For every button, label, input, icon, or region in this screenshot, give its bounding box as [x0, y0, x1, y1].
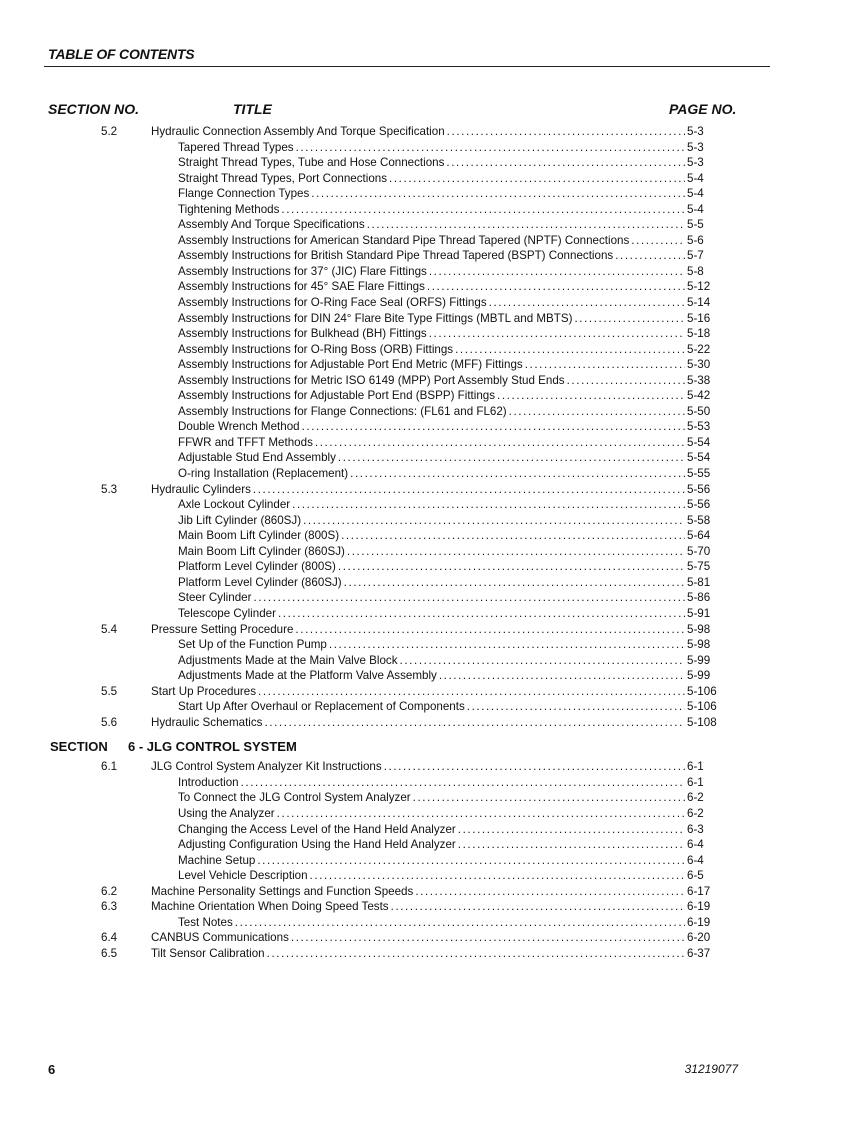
toc-entry-page: 5-91	[687, 606, 711, 620]
toc-entry-page: 6-5	[687, 869, 704, 883]
toc-entry-title: Tapered Thread Types	[178, 140, 294, 154]
dot-leader	[447, 124, 685, 140]
toc-entry-title: Main Boom Lift Cylinder (860SJ)	[178, 544, 345, 558]
dot-leader	[344, 575, 685, 591]
toc-entry-title: Assembly Instructions for Metric ISO 6149 (MPP) Port Assembly Stud Ends	[178, 373, 565, 387]
dot-leader	[329, 637, 685, 653]
toc-entry-page: 5-50	[687, 404, 711, 418]
toc-subsection-entry[interactable]	[0, 264, 866, 280]
dot-leader	[278, 606, 685, 622]
toc-subsection-entry[interactable]	[0, 915, 866, 931]
dot-leader	[292, 497, 685, 513]
toc-subsection-entry[interactable]	[0, 295, 866, 311]
toc-subsection-entry[interactable]	[0, 868, 866, 884]
toc-entry-line	[178, 357, 717, 373]
dot-leader	[439, 668, 685, 684]
toc-entry-page: 6-4	[687, 838, 704, 852]
toc-entry-title: Assembly And Torque Specifications	[178, 218, 365, 232]
dot-leader	[509, 404, 685, 420]
toc-entry-page: 5-81	[687, 575, 711, 589]
dot-leader	[455, 342, 685, 358]
toc-entry-page: 5-3	[687, 156, 704, 170]
dot-leader	[338, 559, 685, 575]
toc-entry-title: Flange Connection Types	[178, 187, 310, 201]
toc-entry-page: 6-2	[687, 791, 704, 805]
toc-entry-page: 5-56	[687, 482, 711, 496]
header-rule	[44, 66, 770, 67]
toc-entry-title: Assembly Instructions for Bulkhead (BH) Fittings	[178, 327, 427, 341]
toc-group-section-6	[0, 759, 866, 961]
toc-subsection-entry[interactable]	[0, 155, 866, 171]
dot-leader	[277, 806, 685, 822]
dot-leader	[384, 759, 685, 775]
page-header-title: TABLE OF CONTENTS	[48, 46, 195, 62]
toc-entry-title: Hydraulic Cylinders	[151, 482, 251, 496]
toc-entry-page: 5-4	[687, 202, 704, 216]
toc-entry-line	[178, 868, 717, 884]
toc-entry-page: 5-4	[687, 171, 704, 185]
toc-entry-title: Assembly Instructions for O-Ring Face Seal (ORFS) Fittings	[178, 296, 487, 310]
toc-entry-page: 6-3	[687, 822, 704, 836]
toc-entry-line	[178, 373, 717, 389]
dot-leader	[615, 248, 685, 264]
dot-leader	[310, 868, 685, 884]
toc-subsection-entry[interactable]	[0, 388, 866, 404]
toc-entry-page: 5-3	[687, 140, 704, 154]
dot-leader	[567, 373, 685, 389]
toc-entry-page: 5-6	[687, 233, 704, 247]
toc-subsection-entry[interactable]	[0, 699, 866, 715]
toc-entry-number: 6.5	[101, 946, 118, 960]
toc-subsection-entry[interactable]	[0, 140, 866, 156]
toc-entry-number: 6.4	[101, 931, 118, 945]
toc-entry-title: Start Up Procedures	[151, 684, 257, 698]
toc-entry-line	[151, 759, 717, 775]
dot-leader	[257, 853, 685, 869]
toc-entry-title: To Connect the JLG Control System Analyzer	[178, 791, 411, 805]
toc-entry-page: 6-19	[687, 900, 711, 914]
toc-entry-line	[178, 790, 717, 806]
toc-entry-line	[151, 684, 717, 700]
toc-subsection-entry[interactable]	[0, 279, 866, 295]
toc-entry-line	[178, 295, 717, 311]
toc-entry-title: Level Vehicle Description	[178, 869, 308, 883]
dot-leader	[347, 544, 685, 560]
dot-leader	[311, 186, 685, 202]
footer-document-number: 31219077	[684, 1062, 738, 1076]
toc-entry-page: 6-19	[687, 915, 711, 929]
toc-subsection-entry[interactable]	[0, 637, 866, 653]
toc-entry-page: 5-98	[687, 638, 711, 652]
dot-leader	[497, 388, 685, 404]
toc-entry-page: 5-106	[687, 700, 717, 714]
toc-entry-title: Main Boom Lift Cylinder (800S)	[178, 529, 340, 543]
footer-page-number: 6	[48, 1062, 56, 1077]
toc-subsection-entry[interactable]	[0, 606, 866, 622]
toc-subsection-entry[interactable]	[0, 373, 866, 389]
toc-entry-line	[178, 528, 717, 544]
toc-entry-line	[178, 171, 717, 187]
toc-entry-page: 5-7	[687, 249, 704, 263]
toc-entry-number: 5.3	[101, 482, 118, 496]
toc-section-entry[interactable]	[0, 715, 866, 731]
dot-leader	[303, 513, 685, 529]
toc-entry-page: 6-4	[687, 853, 704, 867]
toc-entry-title: Straight Thread Types, Tube and Hose Connections	[178, 156, 445, 170]
toc-entry-line	[178, 435, 717, 451]
toc-section-entry[interactable]	[0, 124, 866, 140]
toc-entry-title: Adjusting Configuration Using the Hand Held Analyzer	[178, 838, 456, 852]
toc-subsection-entry[interactable]	[0, 513, 866, 529]
toc-entry-page: 5-56	[687, 498, 711, 512]
toc-entry-line	[178, 575, 717, 591]
toc-subsection-entry[interactable]	[0, 497, 866, 513]
toc-entry-title: Assembly Instructions for Flange Connections: (FL61 and FL62)	[178, 404, 507, 418]
toc-entry-page: 5-99	[687, 669, 711, 683]
toc-subsection-entry[interactable]	[0, 217, 866, 233]
toc-subsection-entry[interactable]	[0, 233, 866, 249]
toc-entry-line	[178, 915, 717, 931]
toc-entry-page: 6-2	[687, 806, 704, 820]
toc-entry-title: Machine Setup	[178, 853, 256, 867]
toc-entry-line	[178, 233, 717, 249]
toc-section-entry[interactable]	[0, 899, 866, 915]
toc-section-entry[interactable]	[0, 759, 866, 775]
toc-entry-title: Tilt Sensor Calibration	[151, 946, 265, 960]
toc-subsection-entry[interactable]	[0, 342, 866, 358]
toc-subsection-entry[interactable]	[0, 790, 866, 806]
toc-entry-page: 5-58	[687, 513, 711, 527]
dot-leader	[264, 715, 685, 731]
toc-entry-page: 5-12	[687, 280, 711, 294]
toc-entry-page: 6-1	[687, 775, 704, 789]
toc-entry-line	[178, 806, 717, 822]
dot-leader	[489, 295, 685, 311]
toc-entry-line	[178, 653, 717, 669]
toc-entry-title: Telescope Cylinder	[178, 606, 276, 620]
toc-entry-page: 5-22	[687, 342, 711, 356]
toc-entry-line	[151, 884, 717, 900]
toc-entry-page: 5-18	[687, 327, 711, 341]
dot-leader	[315, 435, 685, 451]
toc-section-entry[interactable]	[0, 884, 866, 900]
toc-entry-page: 5-55	[687, 467, 711, 481]
dot-leader	[429, 326, 685, 342]
toc-entry-title: Assembly Instructions for British Standard Pipe Thread Tapered (BSPT) Connections	[178, 249, 614, 263]
dot-leader	[631, 233, 685, 249]
toc-entry-page: 5-5	[687, 218, 704, 232]
toc-entry-title: Machine Orientation When Doing Speed Tests	[151, 900, 389, 914]
toc-subsection-entry[interactable]	[0, 186, 866, 202]
dot-leader	[458, 837, 685, 853]
toc-entry-line	[178, 326, 717, 342]
toc-entry-page: 5-75	[687, 560, 711, 574]
toc-subsection-entry[interactable]	[0, 806, 866, 822]
toc-entry-page: 5-8	[687, 264, 704, 278]
dot-leader	[415, 884, 685, 900]
toc-subsection-entry[interactable]	[0, 822, 866, 838]
toc-subsection-entry[interactable]	[0, 590, 866, 606]
toc-entry-page: 6-1	[687, 760, 704, 774]
toc-entry-title: Introduction	[178, 775, 239, 789]
dot-leader	[295, 622, 685, 638]
toc-entry-line	[151, 622, 717, 638]
toc-entry-line	[178, 419, 717, 435]
toc-subsection-entry[interactable]	[0, 248, 866, 264]
toc-entry-number: 5.5	[101, 684, 118, 698]
toc-entry-line	[178, 466, 717, 482]
dot-leader	[241, 775, 685, 791]
toc-entry-page: 5-54	[687, 451, 711, 465]
toc-entry-page: 6-37	[687, 946, 711, 960]
toc-entry-page: 5-53	[687, 420, 711, 434]
toc-entry-page: 5-86	[687, 591, 711, 605]
toc-entry-line	[178, 140, 717, 156]
toc-entry-line	[178, 590, 717, 606]
toc-entry-title: Straight Thread Types, Port Connections	[178, 171, 388, 185]
toc-entry-line	[151, 930, 717, 946]
dot-leader	[367, 217, 685, 233]
toc-subsection-entry[interactable]	[0, 559, 866, 575]
toc-subsection-entry[interactable]	[0, 404, 866, 420]
toc-subsection-entry[interactable]	[0, 171, 866, 187]
toc-subsection-entry[interactable]	[0, 575, 866, 591]
toc-entry-title: CANBUS Communications	[151, 931, 289, 945]
toc-entry-number: 6.1	[101, 760, 118, 774]
dot-leader	[400, 653, 685, 669]
toc-entry-page: 5-30	[687, 358, 711, 372]
dot-leader	[413, 790, 685, 806]
toc-entry-title: Adjustable Stud End Assembly	[178, 451, 336, 465]
toc-section-entry[interactable]	[0, 622, 866, 638]
toc-entry-page: 5-99	[687, 653, 711, 667]
toc-entry-title: Hydraulic Connection Assembly And Torque Specification	[151, 125, 445, 138]
toc-subsection-entry[interactable]	[0, 653, 866, 669]
toc-subsection-entry[interactable]	[0, 419, 866, 435]
toc-entry-line	[178, 699, 717, 715]
toc-entry-number: 6.3	[101, 900, 118, 914]
toc-entry-page: 6-17	[687, 884, 711, 898]
toc-entry-title: Adjustments Made at the Platform Valve Assembly	[178, 669, 437, 683]
toc-subsection-entry[interactable]	[0, 357, 866, 373]
toc-entry-title: Assembly Instructions for 37° (JIC) Flare Fittings	[178, 264, 427, 278]
toc-entry-line	[178, 775, 717, 791]
toc-group-section-5	[0, 124, 866, 730]
toc-subsection-entry[interactable]	[0, 450, 866, 466]
dot-leader	[341, 528, 685, 544]
toc-entry-title: Assembly Instructions for 45° SAE Flare Fittings	[178, 280, 425, 294]
toc-section-entry[interactable]	[0, 684, 866, 700]
toc-entry-line	[178, 637, 717, 653]
dot-leader	[253, 482, 685, 498]
toc-entry-line	[178, 559, 717, 575]
toc-entry-line	[178, 853, 717, 869]
toc-section-entry[interactable]	[0, 930, 866, 946]
toc-subsection-entry[interactable]	[0, 466, 866, 482]
toc-entry-number: 5.6	[101, 715, 118, 729]
toc-section-entry[interactable]	[0, 946, 866, 962]
toc-entry-line	[178, 217, 717, 233]
column-header-title: TITLE	[233, 101, 272, 117]
toc-subsection-entry[interactable]	[0, 326, 866, 342]
toc-entry-number: 5.4	[101, 622, 118, 636]
toc-entry-line	[178, 388, 717, 404]
toc-subsection-entry[interactable]	[0, 202, 866, 218]
toc-entry-page: 5-106	[687, 684, 717, 698]
toc-entry-title: Assembly Instructions for American Standard Pipe Thread Tapered (NPTF) Connections	[178, 233, 630, 247]
dot-leader	[253, 590, 685, 606]
toc-entry-title: Assembly Instructions for Adjustable Port End (BSPP) Fittings	[178, 389, 496, 403]
toc-entry-line	[178, 155, 717, 171]
toc-entry-line	[178, 837, 717, 853]
toc-entry-page: 5-38	[687, 373, 711, 387]
toc-entry-title: Assembly Instructions for DIN 24° Flare Bite Type Fittings (MBTL and MBTS)	[178, 311, 573, 325]
toc-entry-line	[178, 668, 717, 684]
toc-entry-title: O-ring Installation (Replacement)	[178, 467, 349, 481]
toc-entry-title: Pressure Setting Procedure	[151, 622, 294, 636]
toc-entry-page: 5-98	[687, 622, 711, 636]
toc-subsection-entry[interactable]	[0, 668, 866, 684]
toc-entry-line	[151, 715, 717, 731]
toc-entry-title: Assembly Instructions for O-Ring Boss (ORB) Fittings	[178, 342, 454, 356]
toc-entry-title: Changing the Access Level of the Hand Held Analyzer	[178, 822, 456, 836]
dot-leader	[458, 822, 685, 838]
toc-entry-title: Hydraulic Schematics	[151, 715, 263, 729]
section-label: SECTION	[50, 739, 108, 755]
column-header-section: SECTION NO.	[48, 101, 140, 117]
toc-entry-line	[178, 404, 717, 420]
toc-entry-title: Assembly Instructions for Adjustable Port End Metric (MFF) Fittings	[178, 358, 523, 372]
toc-entry-title: Steer Cylinder	[178, 591, 252, 605]
toc-entry-line	[178, 186, 717, 202]
toc-entry-title: JLG Control System Analyzer Kit Instructions	[151, 760, 382, 774]
toc-entry-line	[151, 899, 717, 915]
dot-leader	[389, 171, 685, 187]
toc-subsection-entry[interactable]	[0, 853, 866, 869]
toc-entry-line	[178, 544, 717, 560]
toc-section-entry[interactable]	[0, 482, 866, 498]
dot-leader	[446, 155, 685, 171]
toc-entry-line	[178, 822, 717, 838]
toc-entry-title: Adjustments Made at the Main Valve Block	[178, 653, 398, 667]
toc-entry-line	[151, 946, 717, 962]
toc-entry-title: Start Up After Overhaul or Replacement of Components	[178, 700, 465, 714]
toc-entry-title: Machine Personality Settings and Function Speeds	[151, 884, 414, 898]
toc-subsection-entry[interactable]	[0, 837, 866, 853]
toc-entry-title: Using the Analyzer	[178, 806, 275, 820]
toc-entry-page: 5-42	[687, 389, 711, 403]
dot-leader	[525, 357, 685, 373]
toc-subsection-entry[interactable]	[0, 311, 866, 327]
toc-subsection-entry[interactable]	[0, 544, 866, 560]
column-header-page: PAGE NO.	[669, 101, 737, 117]
dot-leader	[235, 915, 685, 931]
toc-entry-title: FFWR and TFFT Methods	[178, 435, 313, 449]
dot-leader	[427, 279, 685, 295]
toc-entry-line	[178, 497, 717, 513]
toc-entry-line	[178, 264, 717, 280]
dot-leader	[267, 946, 685, 962]
toc-entry-line	[178, 202, 717, 218]
toc-entry-line	[151, 124, 717, 140]
dot-leader	[391, 899, 685, 915]
toc-entry-title: Platform Level Cylinder (860SJ)	[178, 575, 342, 589]
toc-entry-title: Set Up of the Function Pump	[178, 638, 327, 652]
toc-subsection-entry[interactable]	[0, 775, 866, 791]
dot-leader	[258, 684, 685, 700]
toc-entry-title: Tightening Methods	[178, 202, 280, 216]
toc-entry-page: 5-16	[687, 311, 711, 325]
toc-entry-title: Jib Lift Cylinder (860SJ)	[178, 513, 302, 527]
toc-entry-line	[178, 450, 717, 466]
toc-subsection-entry[interactable]	[0, 528, 866, 544]
toc-entry-page: 5-64	[687, 529, 711, 543]
toc-entry-page: 5-54	[687, 435, 711, 449]
toc-entry-title: Double Wrench Method	[178, 420, 300, 434]
toc-entry-page: 5-3	[687, 125, 704, 138]
table-of-contents	[0, 124, 866, 961]
dot-leader	[350, 466, 685, 482]
toc-entry-number: 5.2	[101, 125, 118, 138]
toc-entry-page: 5-108	[687, 715, 717, 729]
toc-entry-title: Axle Lockout Cylinder	[178, 498, 291, 512]
toc-entry-line	[151, 482, 717, 498]
dot-leader	[296, 140, 685, 156]
dot-leader	[574, 311, 685, 327]
dot-leader	[338, 450, 685, 466]
dot-leader	[467, 699, 685, 715]
toc-entry-title: Test Notes	[178, 915, 233, 929]
toc-entry-line	[178, 513, 717, 529]
section-heading[interactable]	[0, 735, 866, 759]
toc-entry-page: 5-70	[687, 544, 711, 558]
toc-entry-line	[178, 606, 717, 622]
dot-leader	[281, 202, 685, 218]
dot-leader	[291, 930, 685, 946]
toc-subsection-entry[interactable]	[0, 435, 866, 451]
toc-entry-page: 5-14	[687, 296, 711, 310]
toc-entry-page: 6-20	[687, 931, 711, 945]
toc-entry-page: 5-4	[687, 187, 704, 201]
toc-entry-line	[178, 311, 717, 327]
toc-entry-title: Platform Level Cylinder (800S)	[178, 560, 336, 574]
section-title: 6 - JLG CONTROL SYSTEM	[128, 739, 297, 755]
dot-leader	[429, 264, 685, 280]
toc-entry-line	[178, 279, 717, 295]
dot-leader	[302, 419, 685, 435]
toc-entry-line	[178, 248, 717, 264]
toc-entry-number: 6.2	[101, 884, 118, 898]
toc-entry-line	[178, 342, 717, 358]
